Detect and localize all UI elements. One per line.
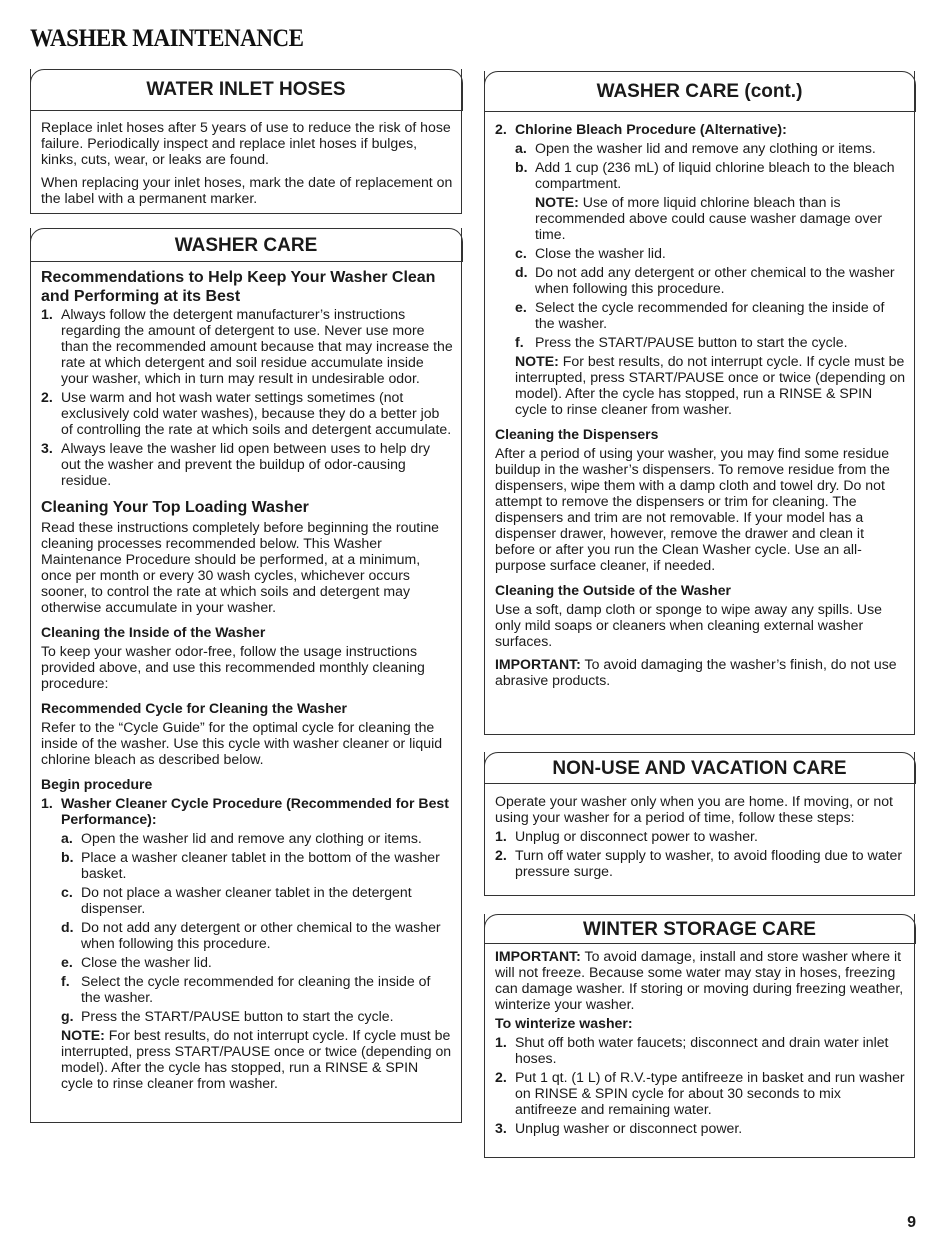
procedure-2-note: [495, 353, 906, 417]
list-item: [495, 245, 906, 261]
list-text: Turn off water supply to washer, to avoid flooding due to water pressure surge.: [515, 847, 903, 879]
important-label: IMPORTANT:: [495, 948, 581, 964]
list-number: 2.: [495, 121, 507, 137]
cleaning-dispensers-heading: Cleaning the Dispensers: [495, 426, 659, 442]
list-text: Close the washer lid.: [81, 954, 212, 970]
list-number: 2.: [41, 389, 53, 405]
list-text: Do not place a washer cleaner tablet in the detergent dispenser.: [81, 884, 412, 916]
page-title: WASHER MAINTENANCE: [30, 25, 304, 52]
list-letter: a.: [515, 140, 527, 156]
procedure-2-title: [495, 121, 906, 137]
note-text: For best results, do not interrupt cycle. If cycle must be interrupted, press START/PAUSE once or twice (depending on model). After the cycle has stopped, run a RINSE & SPIN cycle to rinse cleaner from washer.: [61, 1027, 452, 1091]
note-text: For best results, do not interrupt cycle. If cycle must be interrupted, press START/PAUSE once or twice (depending on model). After the cycle has stopped, run a RINSE & SPIN cycle to rinse cleaner from washer.: [515, 353, 906, 417]
list-item: [41, 440, 453, 488]
list-number: 2.: [495, 1069, 507, 1085]
list-letter: b.: [61, 849, 74, 865]
list-number: 1.: [41, 306, 53, 322]
list-item: [495, 1069, 906, 1117]
list-letter: d.: [515, 264, 528, 280]
note-label: NOTE:: [535, 194, 579, 210]
important-label: IMPORTANT:: [495, 656, 581, 672]
note-text: Use of more liquid chlorine bleach than is recommended above could cause washer damage over time.: [535, 194, 883, 242]
list-text: Put 1 qt. (1 L) of R.V.-type antifreeze in basket and run washer on RINSE & SPIN cycle for about 30 seconds to mix antifreeze and remaining water.: [515, 1069, 905, 1117]
list-text: Place a washer cleaner tablet in the bottom of the washer basket.: [81, 849, 440, 881]
important-text: To avoid damage, install and store washer where it will not freeze. Because some water may stay in hoses, freezing can damage washer. If storing or moving during freezing weather, winterize your washer.: [495, 948, 904, 1012]
list-item: [41, 830, 453, 846]
note-label: NOTE:: [515, 353, 559, 369]
water-inlet-paragraph-2: When replacing your inlet hoses, mark the date of replacement on the label with a permanent marker.: [41, 174, 453, 206]
list-text: Open the washer lid and remove any clothing or items.: [81, 830, 422, 846]
list-number: 1.: [495, 1034, 507, 1050]
important-text: To avoid damaging the washer’s finish, do not use abrasive products.: [495, 656, 897, 688]
washer-care-cont-section: [484, 71, 915, 735]
winter-important: [495, 948, 906, 1012]
list-number: 1.: [41, 795, 53, 811]
list-number: 2.: [495, 847, 507, 863]
water-inlet-hoses-section: [30, 69, 462, 214]
list-letter: f.: [61, 973, 70, 989]
list-item: [41, 306, 453, 386]
cleaning-inside-heading: Cleaning the Inside of the Washer: [41, 624, 266, 640]
list-number: 1.: [495, 828, 507, 844]
cleaning-dispensers-text: After a period of using your washer, you may find some residue buildup in the washer’s dispensers. To remove residue from the dispensers, wipe them with a damp cloth and towel dry. Do not attempt to remove the dispensers or trim for cleaning. The dispensers and trim are not removable. If your model has a dispenser drawer, however, remove the drawer and clean it before or after you run the Clean Washer cycle. Use an all-purpose surface cleaner, if needed.: [495, 445, 890, 573]
list-item: [495, 299, 906, 331]
recommendations-heading: Recommendations to Help Keep Your Washer Clean and Performing at its Best: [41, 269, 436, 305]
water-inlet-hoses-heading: WATER INLET HOSES: [30, 69, 463, 111]
list-text: Washer Cleaner Cycle Procedure (Recommended for Best Performance):: [61, 795, 449, 827]
winter-storage-section: [484, 914, 915, 1158]
cleaning-top-loader-text: Read these instructions completely before beginning the routine cleaning processes recommended below. This Washer Maintenance Procedure should be performed, at a minimum, once per month or every 30 wash cycles, whichever occurs sooner, to control the rate at which soils and detergent may otherwise accumulate in your washer.: [41, 519, 440, 615]
recommended-cycle-heading: Recommended Cycle for Cleaning the Washer: [41, 700, 347, 716]
bleach-note: [495, 194, 906, 242]
list-item: [41, 389, 453, 437]
washer-care-heading: WASHER CARE: [30, 228, 463, 262]
list-item: [41, 1008, 453, 1024]
non-use-intro: Operate your washer only when you are home. If moving, or not using your washer for a period of time, follow these steps:: [495, 793, 893, 825]
list-text: Do not add any detergent or other chemical to the washer when following this procedure.: [81, 919, 441, 951]
list-letter: e.: [515, 299, 527, 315]
list-text: Press the START/PAUSE button to start the cycle.: [81, 1008, 394, 1024]
list-text: Do not add any detergent or other chemical to the washer when following this procedure.: [535, 264, 895, 296]
list-item: [41, 849, 453, 881]
list-letter: g.: [61, 1008, 74, 1024]
list-text: Press the START/PAUSE button to start the cycle.: [535, 334, 848, 350]
list-number: 3.: [495, 1120, 507, 1136]
list-text: Shut off both water faucets; disconnect and drain water inlet hoses.: [515, 1034, 889, 1066]
list-letter: f.: [515, 334, 524, 350]
begin-procedure-heading: Begin procedure: [41, 776, 153, 792]
note-label: NOTE:: [61, 1027, 105, 1043]
cleaning-top-loader-heading: Cleaning Your Top Loading Washer: [41, 499, 309, 516]
important-note: [495, 656, 906, 688]
list-item: [495, 847, 906, 879]
cleaning-outside-text: Use a soft, damp cloth or sponge to wipe away any spills. Use only mild soaps or cleaners when cleaning external washer surfaces.: [495, 601, 882, 649]
list-item: [41, 919, 453, 951]
list-item: [41, 973, 453, 1005]
non-use-vacation-heading: NON-USE AND VACATION CARE: [484, 752, 916, 784]
list-text: Unplug washer or disconnect power.: [515, 1120, 743, 1136]
list-text: Unplug or disconnect power to washer.: [515, 828, 758, 844]
page-number: 9: [907, 1214, 916, 1231]
washer-care-cont-heading: WASHER CARE (cont.): [484, 71, 916, 112]
winter-storage-heading: WINTER STORAGE CARE: [484, 914, 916, 944]
list-item: [495, 828, 906, 844]
cleaning-outside-heading: Cleaning the Outside of the Washer: [495, 582, 731, 598]
list-text: Select the cycle recommended for cleaning the inside of the washer.: [81, 973, 431, 1005]
list-item: [495, 1120, 906, 1136]
cleaning-inside-text: To keep your washer odor-free, follow the usage instructions provided above, and use this recommended monthly cleaning procedure:: [41, 643, 425, 691]
list-text: Open the washer lid and remove any clothing or items.: [535, 140, 876, 156]
list-text: Close the washer lid.: [535, 245, 666, 261]
list-text: Always follow the detergent manufacturer’s instructions regarding the amount of detergent to use. Never use more than the recommended amount because that may increase the rate at which detergent and soil residue accumulate inside your washer, which in turn may result in undesirable odor.: [61, 306, 453, 386]
washer-care-section: [30, 228, 462, 1123]
list-item: [495, 159, 906, 191]
non-use-vacation-section: [484, 752, 915, 896]
recommended-cycle-text: Refer to the “Cycle Guide” for the optimal cycle for cleaning the inside of the washer. Use this cycle with washer cleaner or liquid chlorine bleach as described below.: [41, 719, 443, 767]
list-text: Use warm and hot wash water settings sometimes (not exclusively cold water washes), because they do a better job of controlling the rate at which soils and detergent accumulate.: [61, 389, 452, 437]
procedure-1-title: [41, 795, 453, 827]
list-number: 3.: [41, 440, 53, 456]
list-text: Add 1 cup (236 mL) of liquid chlorine bleach to the bleach compartment.: [535, 159, 895, 191]
list-item: [41, 954, 453, 970]
list-letter: b.: [515, 159, 528, 175]
list-letter: c.: [515, 245, 527, 261]
list-letter: c.: [61, 884, 73, 900]
list-item: [495, 264, 906, 296]
procedure-1-note: [41, 1027, 453, 1091]
list-text: Select the cycle recommended for cleaning the inside of the washer.: [535, 299, 885, 331]
list-text: Chlorine Bleach Procedure (Alternative):: [515, 121, 787, 137]
water-inlet-paragraph-1: Replace inlet hoses after 5 years of use to reduce the risk of hose failure. Periodically inspect and replace inlet hoses if bulges, kinks, cuts, wear, or leaks are found.: [41, 119, 451, 167]
winterize-heading: To winterize washer:: [495, 1015, 633, 1031]
list-item: [495, 140, 906, 156]
list-letter: e.: [61, 954, 73, 970]
list-letter: a.: [61, 830, 73, 846]
list-item: [495, 1034, 906, 1066]
list-item: [495, 334, 906, 350]
list-item: [41, 884, 453, 916]
list-text: Always leave the washer lid open between uses to help dry out the washer and prevent the buildup of odor-causing residue.: [61, 440, 431, 488]
list-letter: d.: [61, 919, 74, 935]
